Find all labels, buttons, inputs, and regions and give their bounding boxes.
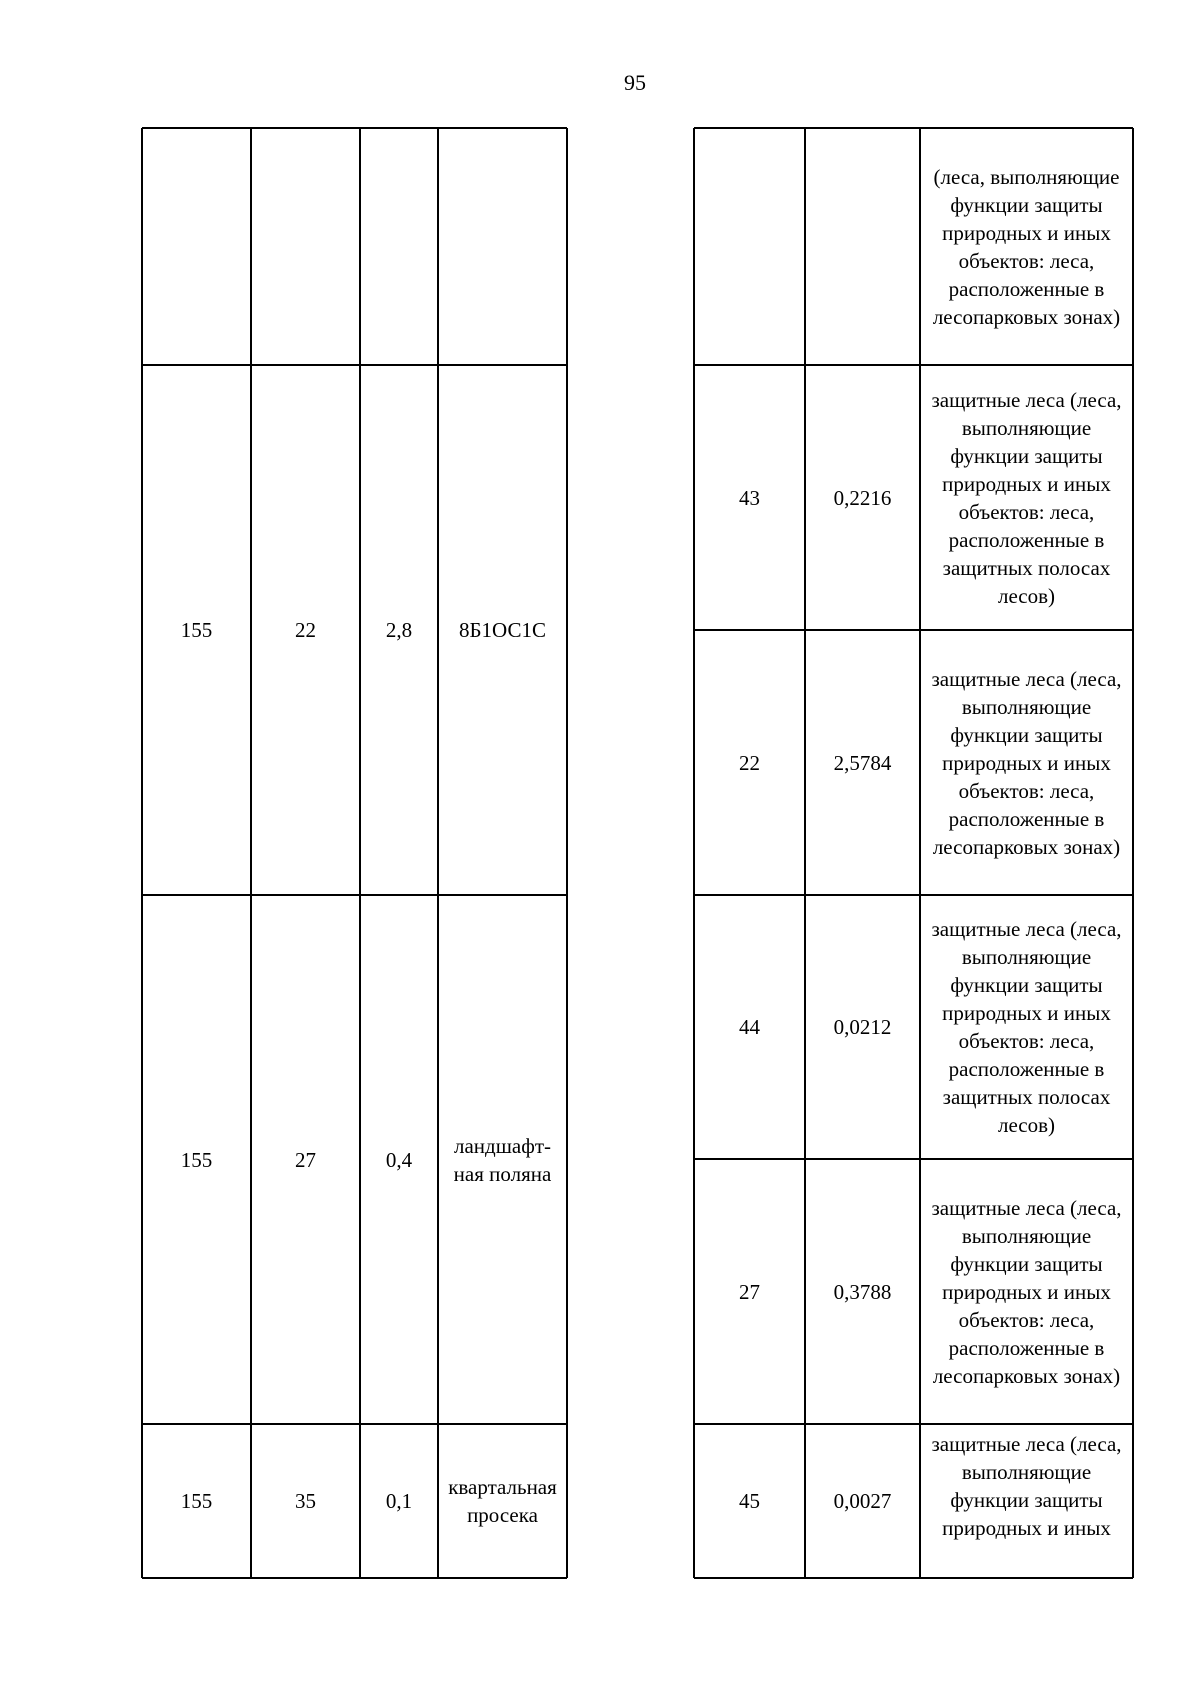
- group2-part1-description: защитные леса (леса, выполняющие функции защиты природных и иных объектов: леса, расположенные в защитных полосах лесов): [931, 917, 1122, 1137]
- group3-part1-section: 45: [739, 1489, 760, 1513]
- group1-quarter: 155: [180, 618, 213, 642]
- group2-area: 0,4: [385, 1147, 413, 1172]
- group3-part1-area: 0,0027: [833, 1489, 892, 1513]
- group2-part1-area: 0,0212: [833, 1015, 892, 1039]
- group2-part1-section: 44: [739, 1015, 760, 1039]
- group2-part2-description: защитные леса (леса, выполняющие функции защиты природных и иных объектов: леса, расположенные в лесопарковых зонах): [931, 1195, 1122, 1388]
- group3-part1-description: защитные леса (леса, выполняющие функции защиты природных и иных: [931, 1432, 1122, 1540]
- group1-section: 22: [295, 618, 316, 642]
- page-number: 95: [624, 70, 646, 95]
- group3-composition: квартальная просека: [448, 1475, 557, 1527]
- group2-composition: ландшафт-ная поляна: [453, 1133, 552, 1186]
- group2-part2-section: 27: [739, 1279, 760, 1304]
- group1-part2-area: 2,5784: [833, 750, 892, 775]
- group2-quarter: 155: [180, 1147, 213, 1172]
- group1-part2-section: 22: [739, 750, 760, 775]
- group2-part2-area: 0,3788: [833, 1279, 892, 1304]
- group1-area: 2,8: [385, 618, 413, 642]
- group3-section: 35: [295, 1489, 316, 1513]
- group1-composition: 8Б1ОС1С: [459, 618, 546, 642]
- group1-part1-area: 0,2216: [833, 485, 892, 510]
- group3-quarter: 155: [180, 1489, 213, 1513]
- group1-part1-description: защитные леса (леса, выполняющие функции защиты природных и иных объектов: леса, расположенные в защитных полосах лесов): [931, 387, 1122, 608]
- top-row-description: (леса, выполняющие функции защиты природных и иных объектов: леса, расположенные в лесопарковых зонах): [932, 164, 1121, 329]
- group1-part2-description: защитные леса (леса, выполняющие функции защиты природных и иных объектов: леса, расположенные в лесопарковых зонах): [931, 666, 1122, 859]
- group2-section: 27: [295, 1147, 316, 1172]
- group1-part1-section: 43: [739, 485, 760, 510]
- group3-area: 0,1: [385, 1489, 413, 1513]
